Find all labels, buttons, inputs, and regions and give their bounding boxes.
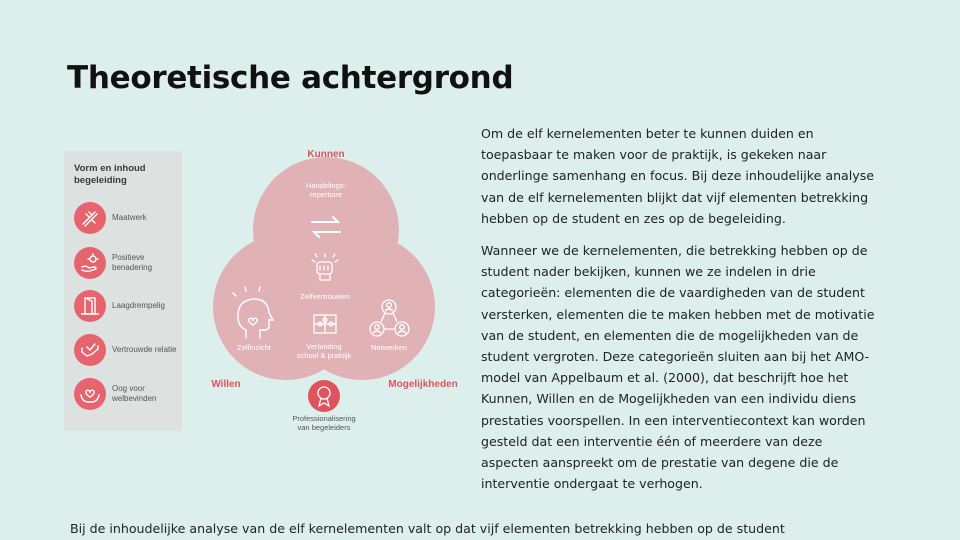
body-text	[481, 123, 881, 505]
label-mogelijkheden: Mogelijkheden	[388, 379, 458, 390]
label-verbinding-1: Verbinding	[306, 342, 342, 351]
panel-item-positieve-benadering	[74, 247, 180, 279]
label-handelingsrepertoire-1: Handelings-	[305, 181, 347, 190]
label-zelfinzicht: Zelfinzicht	[237, 343, 271, 352]
panel-item-label: Vertrouwde relatie	[112, 345, 177, 354]
label-verbinding-2: school & praktijk	[296, 351, 352, 360]
panel-item-label: Laagdrempelig	[112, 301, 165, 310]
professionalisering-badge	[308, 380, 340, 412]
door-icon	[74, 290, 106, 322]
panel-item-label: Positieve benadering	[112, 253, 153, 272]
label-handelingsrepertoire-2: repertoire	[309, 190, 343, 199]
panel-title: Vorm en inhoud begeleiding	[74, 163, 146, 186]
trust-icon	[74, 334, 106, 366]
tailor-icon	[74, 202, 106, 234]
label-kunnen: Kunnen	[307, 149, 345, 160]
label-netwerken: Netwerken	[371, 343, 407, 352]
wellbeing-icon	[74, 378, 106, 410]
panel-item-maatwerk	[74, 202, 180, 234]
amo-venn-diagram	[196, 140, 466, 440]
bottom-paragraph: Bij de inhoudelijke analyse van de elf kernelementen valt op dat vijf elementen betrekking hebben op de student	[70, 521, 785, 536]
panel-item-label: Maatwerk	[112, 213, 147, 222]
panel-item-laagdrempelig	[74, 290, 180, 322]
panel-item-vertrouwde-relatie	[74, 334, 180, 366]
paragraph-2: Wanneer we de kernelementen, die betrekking hebben op de student nader bekijken, kunnen we ze indelen in drie categorieën: elementen die de vaardigheden van de student versterken, elementen die te maken hebben met de motivatie van de student, en elementen die de mogelijkheden van de student vergroten. Deze categorieën sluiten aan bij het AMO-model van Appelbaum et al. (2000), dat beschrijft hoe het Kunnen, Willen en de Mogelijkheden van een individu diens prestaties voorspellen. In een interventiecontext kan worden gesteld dat een interventie één of meerdere van deze aspecten aanspreekt om de prestatie van degene die de interventie ondergaat te verhogen.	[481, 243, 875, 492]
panel-item-oog-voor-welbevinden	[74, 378, 180, 410]
label-professionalisering-1: Professionalisering	[292, 414, 356, 423]
paragraph-1: Om de elf kernelementen beter te kunnen duiden en toepasbaar te maken voor de praktijk, is gekeken naar onderlinge samenhang en focus. Bij deze inhoudelijke analyse van de elf kernelementen blijkt dat vijf elementen betrekking hebben op de student en zes op de begeleiding.	[481, 126, 875, 226]
page-title: Theoretische achtergrond	[67, 60, 514, 96]
label-professionalisering-2: van begeleiders	[297, 423, 351, 432]
positive-icon	[74, 247, 106, 279]
label-zelfvertrouwen: Zelfvertrouwen	[300, 292, 350, 301]
label-willen: Willen	[211, 379, 241, 390]
support-panel	[64, 151, 182, 431]
panel-item-label: Oog voor welbevinden	[112, 384, 157, 403]
